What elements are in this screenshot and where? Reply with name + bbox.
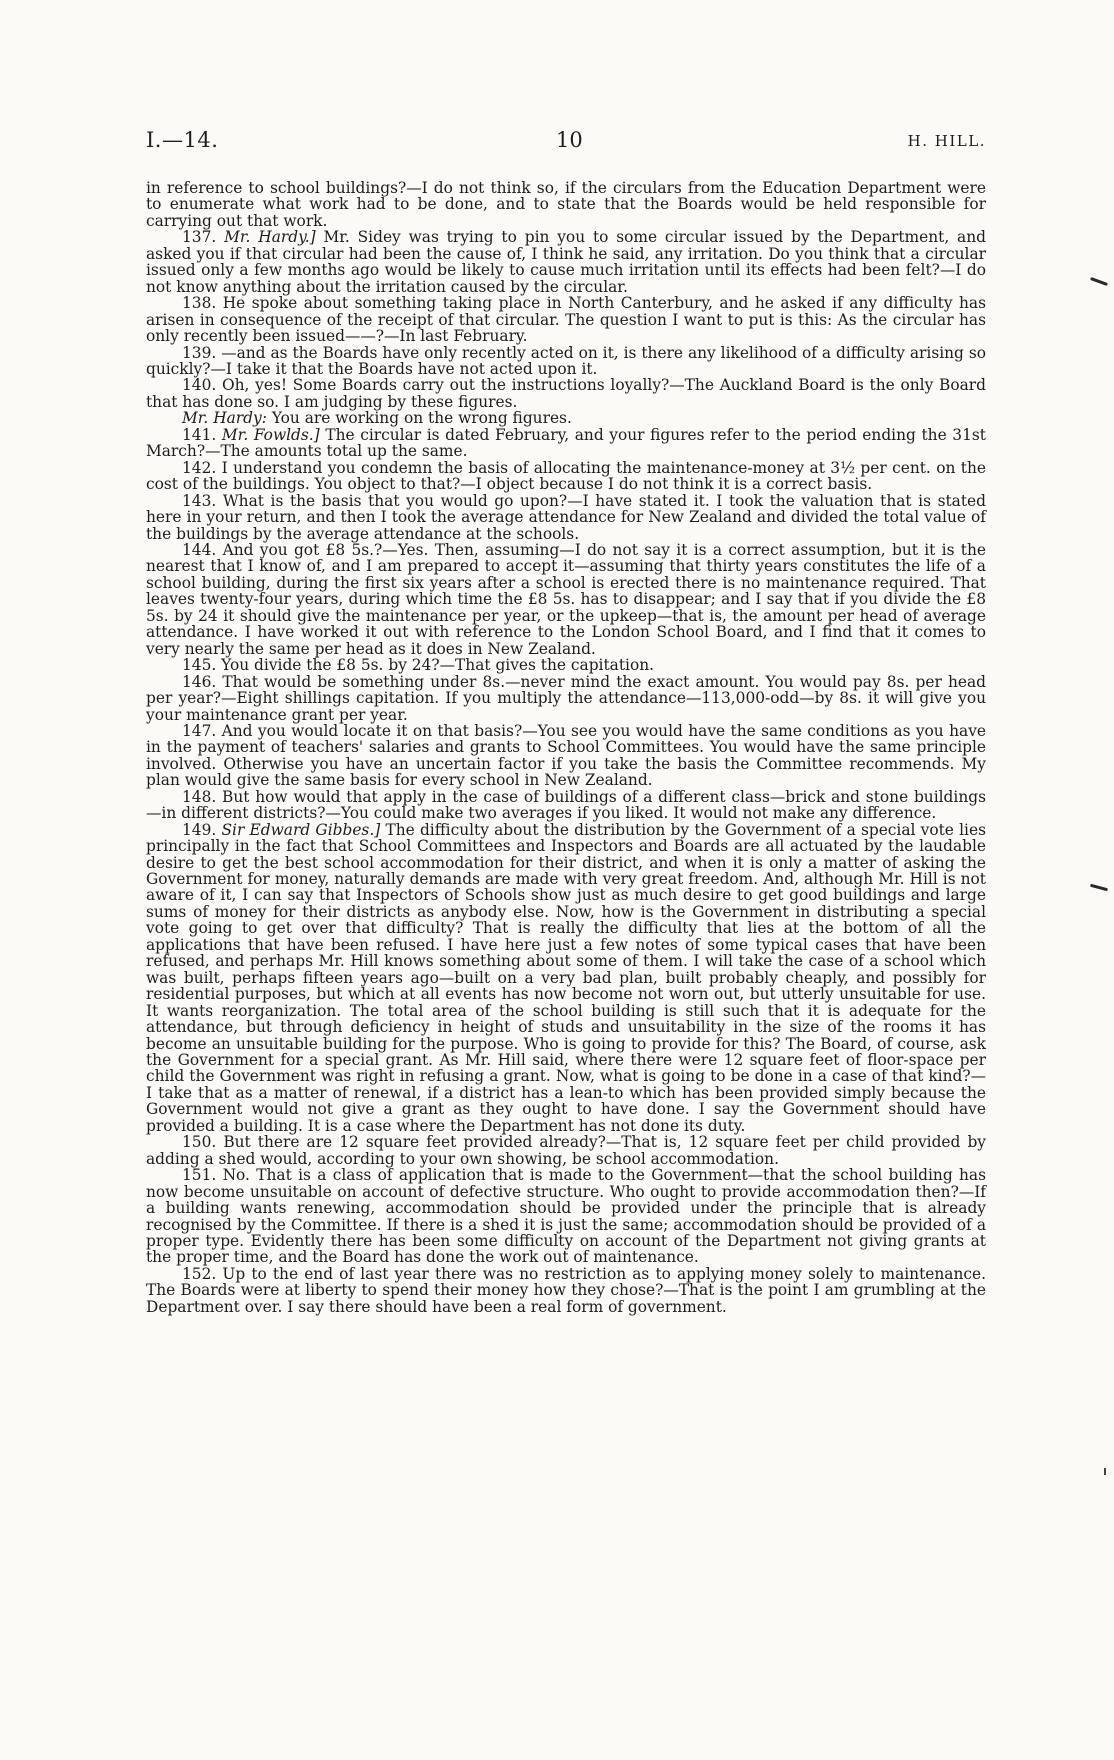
speaker-name: Mr. Fowlds.] [221, 425, 320, 444]
page-header [146, 128, 986, 162]
interjection-hardy: Mr. Hardy: You are working on the wrong figures. [182, 409, 572, 428]
paragraph-continuation: in reference to school buildings?—I do not think so, if the circulars from the Education Department were to enumerate what work had to be done, and to state that the Boards would be held responsible for carrying out that work. [146, 179, 986, 230]
margin-speck [1104, 1468, 1106, 1475]
question-137: 137. Mr. Hardy.] Mr. Sidey was trying to pin you to some circular issued by the Department, and asked you if that circular had been the cause of, I think he said, any irritation. Do you think that a circular issued only a few months ago would be likely to cause much irritation until its effects had been felt?—I do not know anything about the irritation caused by the circular. [146, 228, 986, 296]
question-151: 151. No. That is a class of application that is made to the Government—that the school building has now become unsuitable on account of defective structure. Who ought to provide accommodation then?—If a building wants renewing, accommodation should be provided under the principle that is already recognised by the Committee. If there is a shed it is just the same; accommodation should be provided of a proper type. Evidently there has been some difficulty on account of the Department not giving grants at the proper time, and the Board has done the work out of maintenance. [146, 1166, 986, 1267]
witness-name: H. HILL. [907, 132, 986, 150]
question-141: 141. Mr. Fowlds.] The circular is dated February, and your figures refer to the period ending the 31st March?—The amounts total up the same. [146, 425, 986, 461]
question-147: 147. And you would locate it on that basis?—You see you would have the same conditions as you have in the payment of teachers' salaries and grants to School Committees. You would have the same principle involved. Otherwise you have an uncertain factor if you take the basis the Committee recommends. My plan would give the same basis for every school in New Zealand. [146, 721, 986, 790]
evidence-body [146, 180, 986, 1315]
question-145: 145. You divide the £8 5s. by 24?—That gives the capitation. [182, 656, 655, 675]
speaker-name: Mr. Hardy: [182, 409, 267, 428]
margin-mark [1090, 884, 1108, 892]
question-142: 142. I understand you condemn the basis of allocating the maintenance-money at 3½ per cent. on the cost of the buildings. You object to that?—I object because I do not think it is a correct basis. [146, 458, 986, 494]
question-140: 140. Oh, yes! Some Boards carry out the instructions loyally?—The Auckland Board is the only Board that has done so. I am judging by these figures. [146, 376, 986, 411]
question-150: 150. But there are 12 square feet provided already?—That is, 12 square feet per child provided by adding a shed would, according to your own showing, be school accommodation. [146, 1133, 986, 1168]
question-152: 152. Up to the end of last year there was no restriction as to applying money solely to maintenance. The Boards were at liberty to spend their money how they chose?—That is the point I am grumbling at the Department over. I say there should have been a real form of government. [146, 1264, 986, 1316]
margin-mark [1090, 277, 1108, 286]
paper-reference: I.—14. [146, 128, 219, 152]
speaker-name: Sir Edward Gibbes.] [221, 820, 381, 839]
question-139: 139. —and as the Boards have only recently acted on it, is there any likelihood of a difficulty arising so quickly?—I take it that the Boards have not acted upon it. [146, 343, 986, 378]
question-138: 138. He spoke about something taking place in North Canterbury, and he asked if any difficulty has arisen in consequence of the receipt of that circular. The question I want to put is this: As the circular has only recently been issued——?—In last February. [146, 294, 986, 346]
question-146: 146. That would be something under 8s.—never mind the exact amount. You would pay 8s. per head per year?—Eight shillings capitation. If you multiply the attendance—113,000-odd—by 8s. it will give you your maintenance grant per year. [146, 672, 986, 724]
question-148: 148. But how would that apply in the case of buildings of a different class—brick and stone buildings—in different districts?—You could make two averages if you liked. It would not make any difference. [146, 787, 986, 823]
speaker-name: Mr. Hardy.] [224, 228, 316, 247]
question-144: 144. And you got £8 5s.?—Yes. Then, assuming—I do not say it is a correct assumption, but it is the nearest that I know of, and I am prepared to accept it—assuming that thirty years constitutes the life of a school building, during the first six years after a school is erected there is no maintenance required. That leaves twenty-four years, during which time the £8 5s. has to disappear; and I say that if you divide the £8 5s. by 24 it should give the maintenance per year, or the upkeep—that is, the amount per head of average attendance. I have worked it out with reference to the London School Board, and I find that it comes to very nearly the same per head as it does in New Zealand. [146, 540, 986, 658]
question-149: 149. Sir Edward Gibbes.] The difficulty about the distribution by the Government of a special vote lies principally in the fact that School Committees and Inspectors and Boards are all actuated by the laudable desire to get the best school accommodation for their district, and when it is only a matter of asking the Government for money, naturally demands are made with very great freedom. And, although Mr. Hill is not aware of it, I can say that Inspectors of Schools show just as much desire to get good buildings and large sums of money for their districts as anybody else. Now, how is the Government in distributing a special vote going to get over that difficulty? That is really the difficulty that lies at the bottom of all the applications that have been refused. I have here just a few notes of some typical cases that have been refused, and perhaps Mr. Hill knows something about some of them. I will take the case of a school which was built, perhaps fifteen years ago—built on a very bad plan, built probably cheaply, and possibly for residential purposes, but which at all events has now become not worn out, but utterly unsuitable for use. It wants reorganization. The total area of the school building is still such that it is adequate for the attendance, but through deficiency in height of studs and unsuitability in the size of the rooms it has become an unsuitable building for the purpose. Who is going to provide for this? The Board, of course, ask the Government for a special grant. As Mr. Hill said, where there were 12 square feet of floor-space per child the Government was right in refusing a grant. Now, what is going to be done in a case of that kind?—I take that as a matter of renewal, if a district has a lean-to which has been provided simply because the Government would not give a grant as they ought to have done. I say the Government should have provided a building. It is a case where the Department has not done its duty. [146, 820, 986, 1135]
question-143: 143. What is the basis that you would go upon?—I have stated it. I took the valuation that is stated here in your return, and then I took the average attendance for New Zealand and divided the total value of the buildings by the average attendance at the schools. [146, 491, 986, 543]
page-number: 10 [556, 128, 583, 152]
